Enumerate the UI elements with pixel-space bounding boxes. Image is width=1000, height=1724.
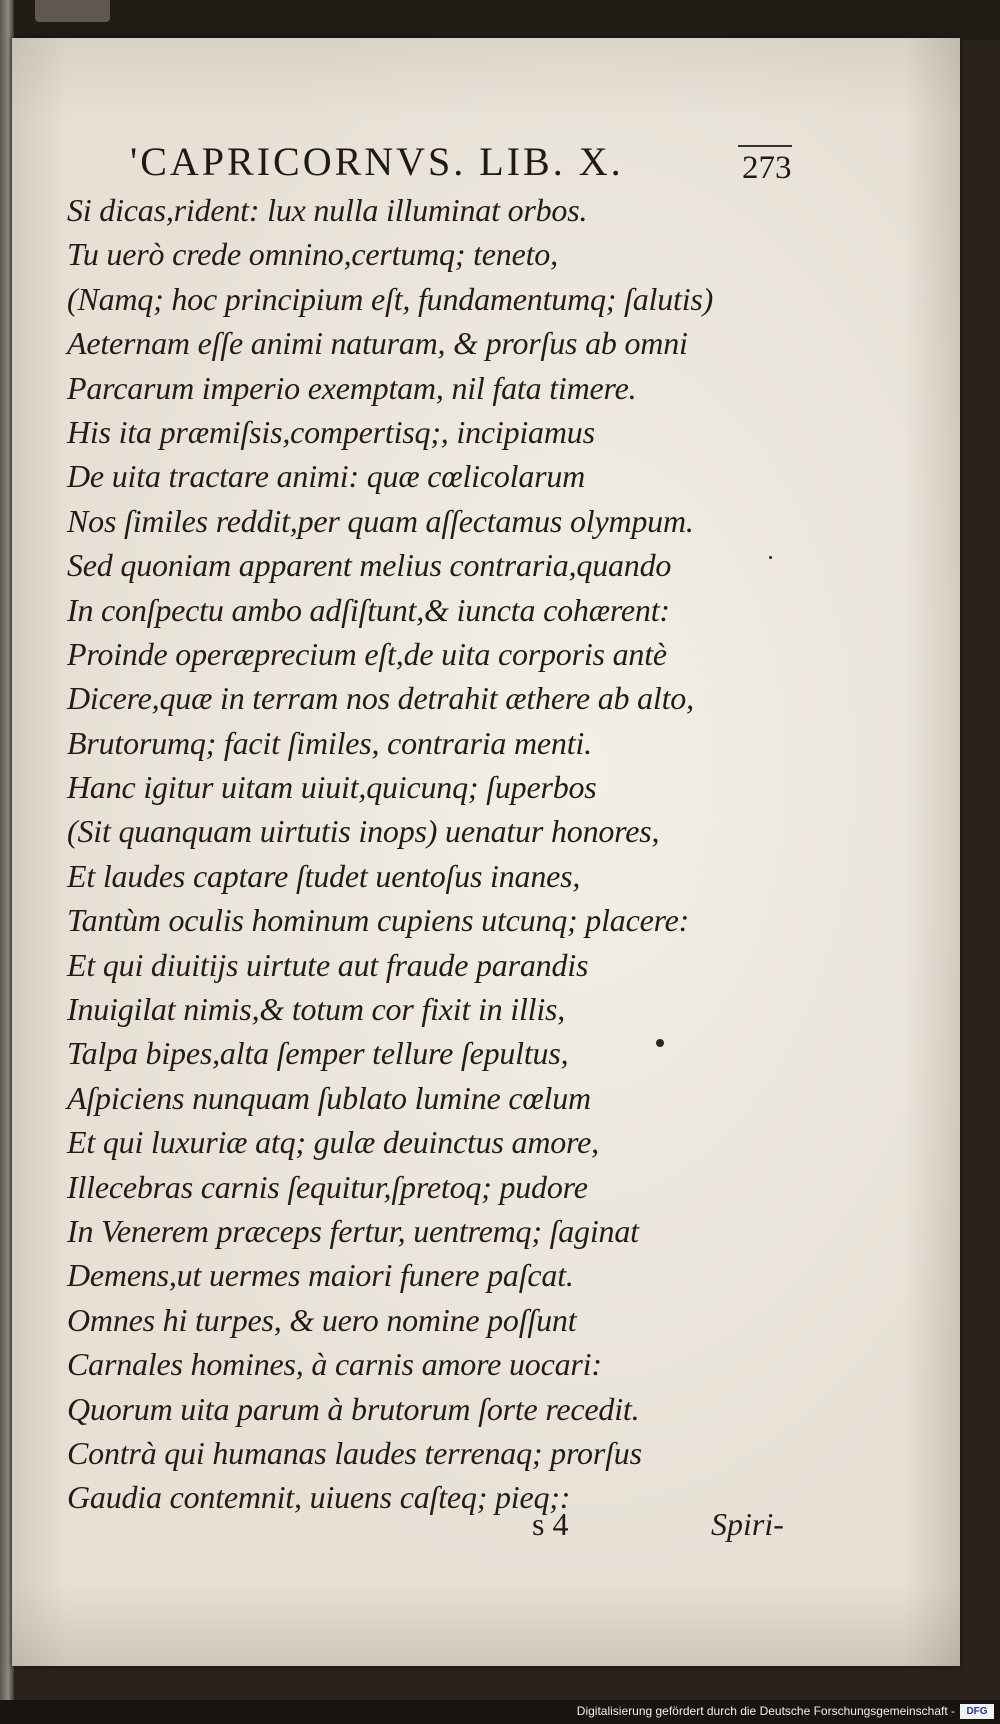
digitization-footer [0, 1700, 1000, 1724]
verse-line: Talpa bipes,alta ſemper tellure ſepultus, [67, 1035, 569, 1072]
verse-line: Hanc igitur uitam uiuit,quicunq; ſuperbos [67, 769, 597, 806]
verse-line: Inuigilat nimis,& totum cor fixit in illis, [67, 991, 566, 1028]
verse-line: Et laudes captare ſtudet uentoſus inanes, [67, 857, 581, 894]
verse-line: Contrà qui humanas laudes terrenaq; prorſus [67, 1434, 642, 1471]
verse-line: Tu uerò crede omnino,certumq; teneto, [67, 236, 558, 273]
scan-background-top [0, 0, 1000, 40]
running-head [12, 110, 960, 186]
verse-line: Demens,ut uermes maiori funere paſcat. [67, 1257, 574, 1294]
verse-line: Proinde operæprecium eſt,de uita corporis antè [67, 635, 667, 672]
running-head-title: 'CAPRICORNVS. LIB. X. [130, 139, 624, 184]
verse-line: In Venerem præceps fertur, uentremq; ſaginat [67, 1212, 639, 1249]
verse-line: In conſpectu ambo adſiſtunt,& iuncta cohærent: [67, 591, 670, 628]
page-number-rule [738, 145, 792, 147]
verse-line: His ita præmiſsis,compertisq;, incipiamus [67, 413, 595, 450]
binding-clip [35, 0, 110, 22]
verse-line: Illecebras carnis ſequitur,ſpretoq; pudore [67, 1168, 588, 1205]
verse-text [67, 188, 787, 1520]
verse-line: Dicere,quæ in terram nos detrahit æthere ab alto, [67, 680, 694, 717]
signature-mark: s 4 [532, 1506, 569, 1542]
ink-speck [769, 556, 772, 559]
ink-speck [656, 1039, 664, 1047]
verse-line: Carnales homines, à carnis amore uocari: [67, 1346, 602, 1383]
page-number: 273 [742, 150, 792, 186]
verse-line: Gaudia contemnit, uiuens caſteq; pieq;: [67, 1479, 571, 1516]
verse-line: Si dicas,rident: lux nulla illuminat orbos. [67, 192, 588, 228]
dfg-logo: DFG [960, 1704, 994, 1719]
verse-line: Sed quoniam apparent melius contraria,quando [67, 547, 672, 584]
catchline [12, 1506, 960, 1550]
verse-line: De uita tractare animi: quæ cœlicolarum [67, 458, 586, 495]
verse-line: Et qui luxuriæ atq; gulæ deuinctus amore, [67, 1124, 599, 1161]
footer-credit: Digitalisierung gefördert durch die Deutsche Forschungsgemeinschaft - [576, 1704, 955, 1718]
verse-line: (Namq; hoc principium eſt, fundamentumq; ſalutis) [67, 280, 714, 317]
verse-line: Omnes hi turpes, & uero nomine poſſunt [67, 1301, 577, 1338]
verse-line: (Sit quanquam uirtutis inops) uenatur honores, [67, 813, 660, 850]
book-page [12, 38, 960, 1666]
verse-line: Nos ſimiles reddit,per quam aſſectamus olympum. [67, 502, 694, 539]
verse-line: Tantùm oculis hominum cupiens utcunq; placere: [67, 902, 690, 939]
verse-line: Aſpiciens nunquam ſublato lumine cœlum [67, 1079, 591, 1116]
verse-line: Et qui diuitijs uirtute aut fraude parandis [67, 946, 589, 983]
verse-line: Quorum uita parum à brutorum ſorte recedit. [67, 1390, 640, 1427]
verse-line: Brutorumq; facit ſimiles, contraria menti. [67, 724, 592, 761]
verse-line: Parcarum imperio exemptam, nil fata timere. [67, 369, 637, 406]
verse-line: Aeternam eſſe animi naturam, & prorſus ab omni [67, 325, 688, 362]
catchword: Spiri- [711, 1506, 784, 1542]
